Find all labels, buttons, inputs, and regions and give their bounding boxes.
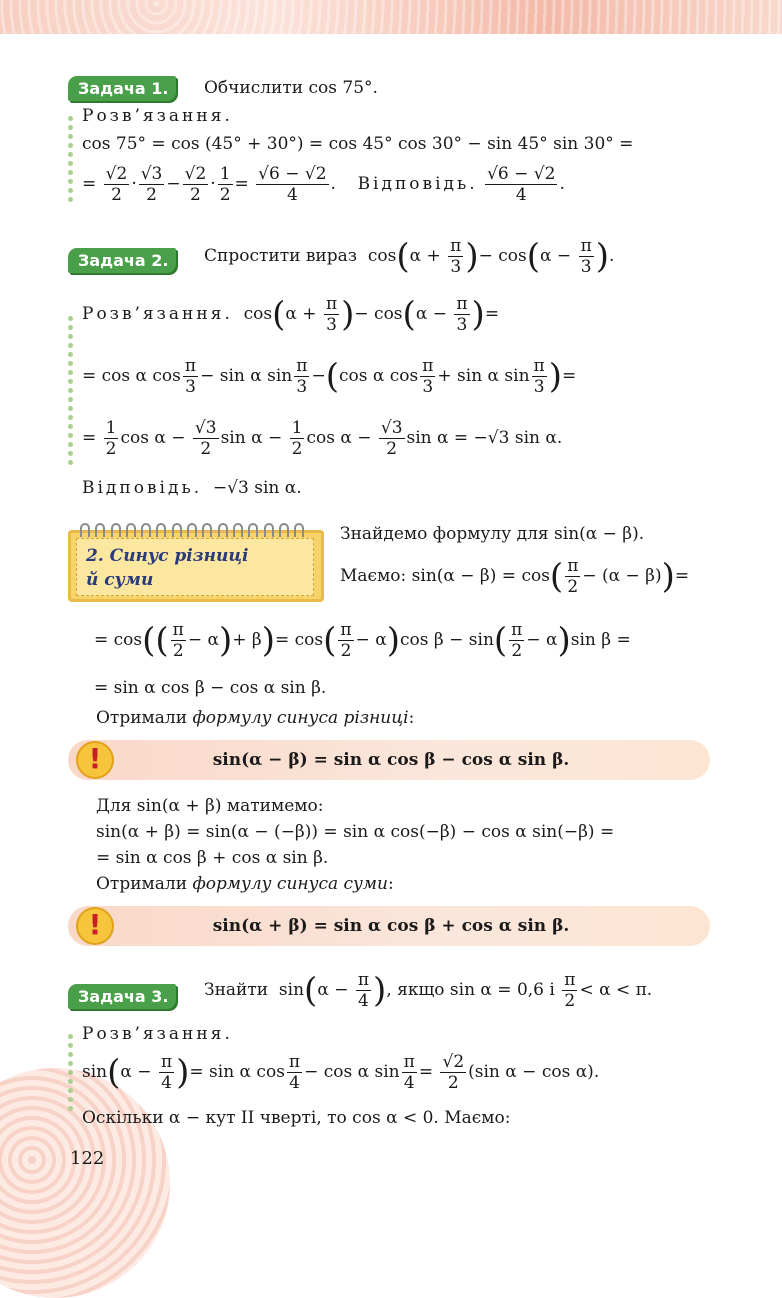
task2-line1: Розв’язання. cos(α + $\frac{\pi}{3}$ )− cos(α − $\frac{\pi}{3}$ )=	[82, 294, 500, 335]
section-title-line2: й суми	[86, 570, 154, 590]
dot-column	[68, 1034, 74, 1115]
got-diff-italic: формулу синуса різниці	[192, 708, 409, 728]
task1-answer-label: Відповідь.	[357, 174, 478, 194]
task2-statement-line: Спростити вираз cos(α + $\frac{\pi}{3}$ )− cos(α − $\frac{\pi}{3}$ ).	[204, 236, 615, 277]
section-got-sum: Отримали формулу синуса суми:	[96, 874, 394, 894]
section-have-line: Маємо: sin(α − β) = cos( $\frac{\pi}{2}$ − (α − β))=	[340, 556, 690, 597]
task3-if-text: , якщо sin α = 0,6 і	[386, 980, 555, 1000]
got-sum-prefix: Отримали	[96, 874, 193, 894]
section-title-line1: 2. Синус різниці	[86, 546, 249, 566]
task2-answer-label: Відповідь.	[82, 478, 203, 498]
task2-solution-label: Розв’язання.	[82, 304, 233, 324]
task3-find: Знайти	[204, 980, 269, 1000]
task3-statement-line: Знайти sin(α − $\frac{\pi}{4}$ ), якщо sin α = 0,6 і $\frac{\pi}{2}$ < α < π.	[204, 970, 653, 1011]
page-number: 122	[70, 1148, 105, 1169]
section-got-diff: Отримали формулу синуса різниці:	[96, 708, 415, 728]
section-have-text: Маємо: sin(α − β) = cos	[340, 566, 550, 586]
section-for-sum: Для sin(α + β) матимемо:	[96, 796, 324, 816]
task3-solution-label: Розв’язання.	[82, 1024, 233, 1044]
section-sum-line2: = sin α cos β + cos α sin β.	[96, 848, 329, 868]
task2-statement: Спростити вираз	[204, 246, 358, 266]
got-sum-italic: формулу синуса суми	[192, 874, 388, 894]
corner-ornament	[0, 1068, 170, 1298]
section-title	[86, 544, 248, 592]
task2-answer: −√3 sin α.	[212, 478, 302, 498]
task3-line1: sin(α − $\frac{\pi}{4}$ )= sin α cos $\frac{\pi}{4}$ − cos α sin $\frac{\pi}{4}$ = $\frac{√2}{2}$ (sin α − cos α).	[82, 1052, 600, 1093]
task1-line2: = $\frac{√2}{2}$ · $\frac{√3}{2}$ − $\frac{√2}{2}$ · $\frac{1}{2}$ = $\frac{√6 - √2}{4}$ . Відповідь. $\frac{√6 - √2}{4}$ .	[82, 164, 565, 205]
task1-line1: cos 75° = cos (45° + 30°) = cos 45° cos 30° − sin 45° sin 30° =	[82, 134, 634, 154]
formula-sum: sin(α + β) = sin α cos β + cos α sin β.	[212, 916, 570, 936]
top-decorative-band	[0, 0, 782, 34]
section-find-text: Знайдемо формулу для sin(α − β).	[340, 524, 645, 544]
dot-column	[68, 116, 74, 206]
task3-badge: Задача 3.	[68, 984, 176, 1009]
task1-badge: Задача 1.	[68, 76, 176, 101]
task2-badge: Задача 2.	[68, 248, 176, 273]
task2-line3: = $\frac{1}{2}$ cos α − $\frac{√3}{2}$ sin α − $\frac{1}{2}$ cos α − $\frac{√3}{2}$ sin α = −√3 sin α.	[82, 418, 563, 459]
task3-since-text: Оскільки α − кут II чверті, то cos α < 0. Маємо:	[82, 1108, 511, 1128]
exclamation-icon: !	[76, 741, 114, 779]
got-diff-prefix: Отримали	[96, 708, 193, 728]
task1-statement: Обчислити cos 75°.	[204, 78, 378, 98]
section-result-line: = sin α cos β − cos α sin β.	[94, 678, 327, 698]
task2-line2: = cos α cos $\frac{\pi}{3}$ − sin α sin $\frac{\pi}{3}$ −(cos α cos $\frac{\pi}{3}$ + sin α sin $\frac{\pi}{3}$ )=	[82, 356, 577, 397]
task1-solution-label: Розв’язання.	[82, 106, 233, 126]
formula-diff: sin(α − β) = sin α cos β − cos α sin β.	[212, 750, 570, 770]
sticky-spiral	[80, 522, 316, 536]
section-derivation-line: = cos(( $\frac{\pi}{2}$ − α)+ β)= cos( $\frac{\pi}{2}$ − α)cos β − sin( $\frac{\pi}{2}$ − α)sin β =	[94, 620, 631, 661]
exclamation-icon: !	[76, 907, 114, 945]
task2-answer-line	[82, 478, 302, 498]
section-sum-line1: sin(α + β) = sin(α − (−β)) = sin α cos(−β) − cos α sin(−β) =	[96, 822, 615, 842]
dot-column	[68, 316, 74, 469]
